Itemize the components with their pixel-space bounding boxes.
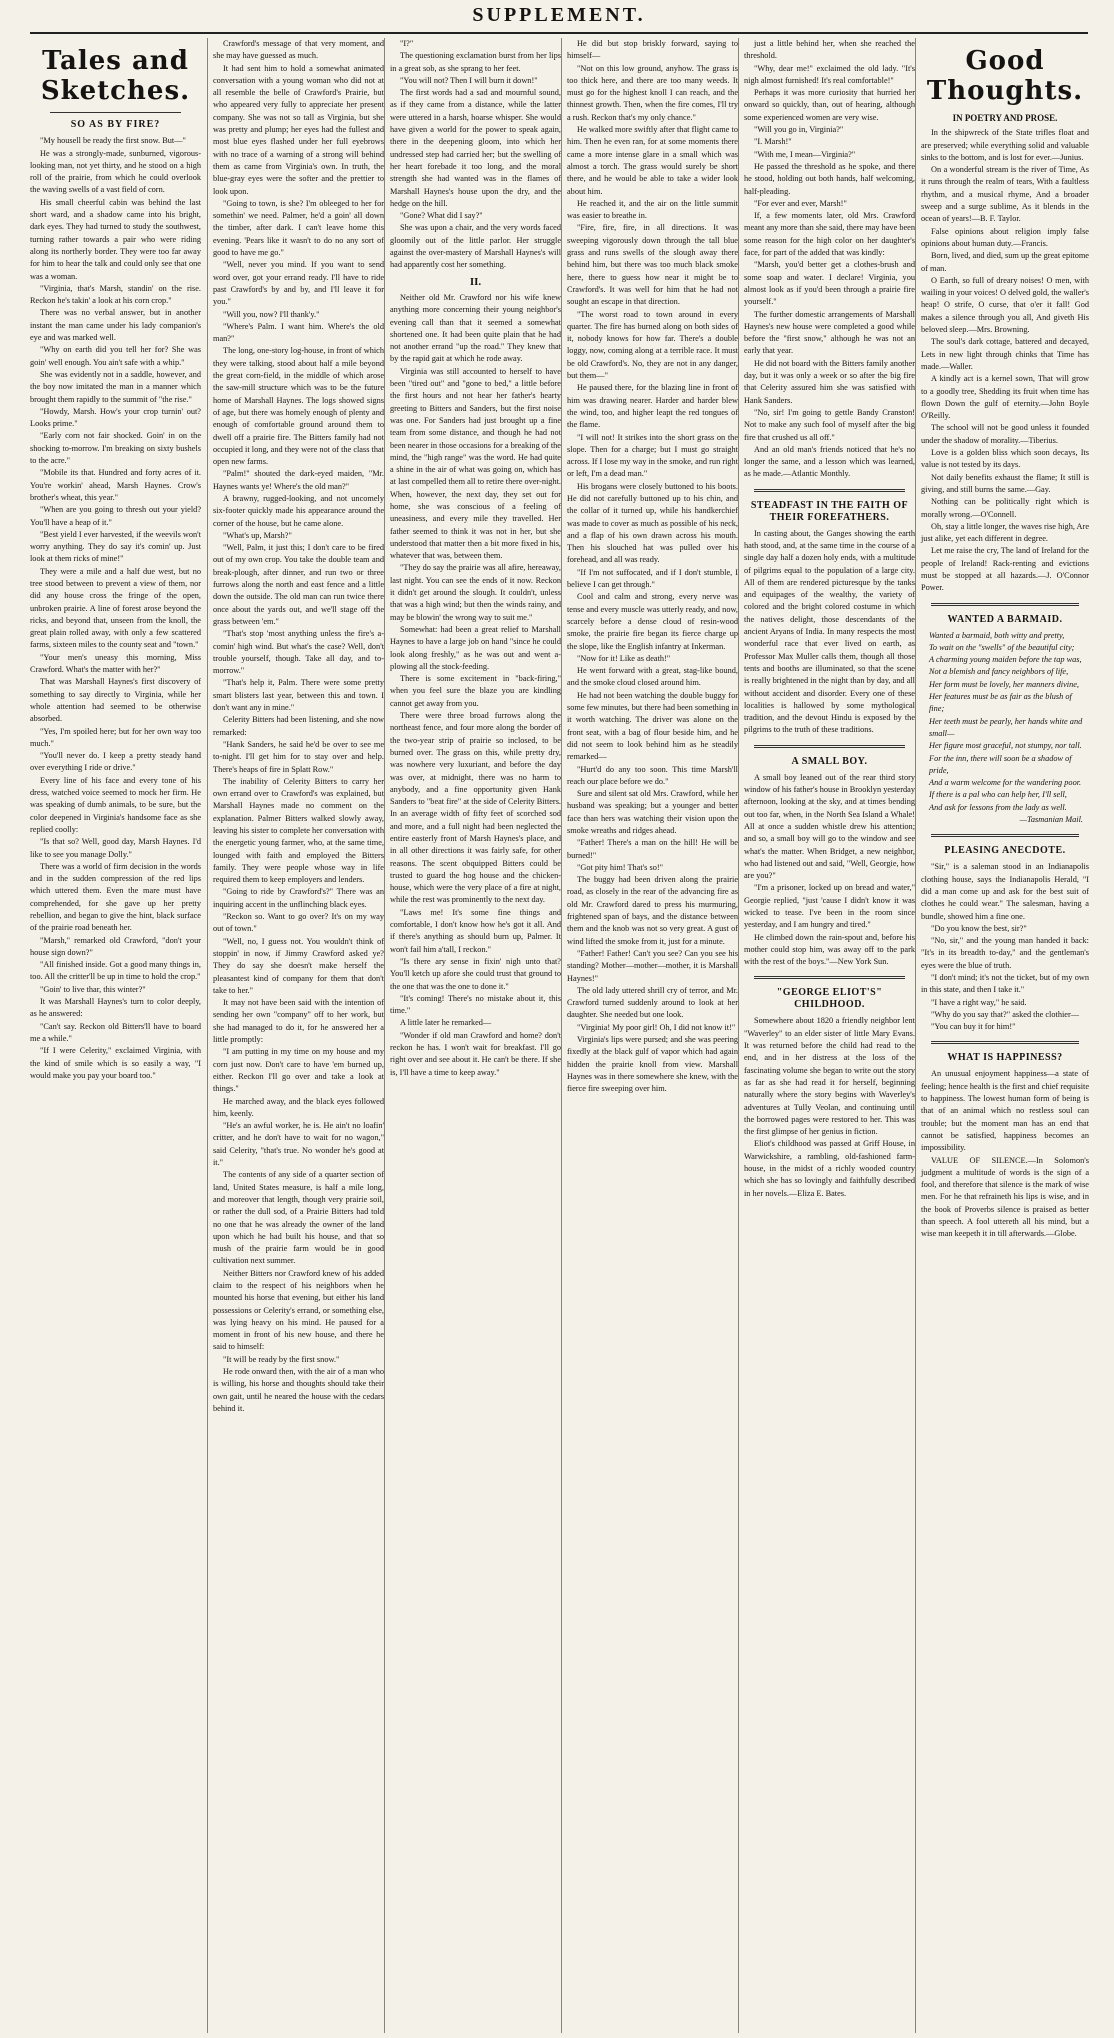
paragraph: Neither Bitters nor Crawford knew of his added claim to the respect of his neighbors when he mounted his horse that evening, but either his land possessions or Celerity's errand, or something else, was lying heavy on his mind. He paused for a moment in front of his new house, and there he said to himself:: [213, 1268, 384, 1352]
divider: [754, 745, 905, 748]
paragraph: The long, one-story log-house, in front of which they were talking, stood about half a mile beyond the great corn-field, in the middle of which arose the saw-mill structure which was to be the future home of Marshall Haynes. The logs showed signs of age, but there was homely enough of plenty and enough of comfortable ground around them to dwell off a prairie fire. The Bitters family had not occupied it long, and they were not of the class that open new farms.: [213, 346, 384, 467]
attribution: —Tasmanian Mail.: [1019, 815, 1083, 825]
paragraph: "Howdy, Marsh. How's your crop turnin' out? Looks prime.": [30, 406, 201, 429]
poem-line: And ask for lessons from the lady as well.: [929, 802, 1067, 812]
story-body: [213, 38, 384, 1415]
columns: [30, 38, 1088, 2033]
paragraph: "Virginia, that's Marsh, standin' on the rise. Reckon he's takin' a look at his corn crop.": [30, 283, 201, 306]
paragraph: "Sir," is a saleman stood in an Indianapolis clothing house, says the Indianapolis Herald, "I did a man come up and ask for the best suit of clothes he could wear." The salesman, having a bundle, showed him a fine one.: [921, 862, 1089, 921]
paragraph: A little later he remarked—: [400, 1018, 492, 1028]
story-conclusion: [744, 38, 915, 481]
paragraph: "You will not? Then I will burn it down!": [400, 75, 538, 85]
paragraph: He walked more swiftly after that flight came to him. Then he even ran, for at some moments there came a more intense glare in a small which was almost a torch. The grass would surely be short there, and he would be able to take a wider look about him.: [567, 125, 738, 196]
paragraph: In casting about, the Ganges showing the earth hath stood, and, at the same time in the course of a single day half a dozen holy ends, with a multitude of pilgrims equal to the population of a large city. All of them are rendered picturesque by the tanks and equipages of the wealthy, the variety of colored and the bright colored costume in which the natives delight, those descendants of the ancient Aryans of India. In many respects the most wonderful race that ever lived on earth, as Professor Max Muller calls them, though all those tents and booths are illuminated, so that the scene is really brightened in the night than by day, and all without accident and disorder. Every one of these localities is hallowed by some mythological tradition, and the devout Hindu is exposed by the pilgrims to the truth of these traditions.: [744, 528, 915, 735]
paragraph: He paused there, for the blazing line in front of him was drawing nearer. Harder and harder blew the wind, too, and higher leapt the red tongues of the flame.: [567, 383, 738, 430]
paragraph: Crawford's message of that very moment, and she may have guessed as much.: [213, 39, 384, 61]
poem-line: Wanted a barmaid, both witty and pretty,: [929, 630, 1065, 640]
paragraph: "Can't say. Reckon old Bitters'll have to board me a while.": [30, 1021, 201, 1043]
paragraph: "Father! There's a man on the hill! He will be burned!": [567, 838, 738, 860]
paragraph: just a little behind her, when she reached the threshold.: [744, 39, 915, 61]
paragraph: "You'll never do. I keep a pretty steady hand over everything I ride or drive.": [30, 751, 201, 773]
paragraph: "Early corn not fair shocked. Goin' in on the shocking to-morrow. I'm breaking on sixty bushels to the acre.": [30, 431, 201, 466]
paragraph: It may not have been said with the intention of sending her own "company" off to her work, but she had managed to do it, for he answered her a little promptly:: [213, 998, 384, 1045]
paragraph: VALUE OF SILENCE.—In Solomon's judgment a multitude of words is the sign of a fool, and therefore that silence is the mark of wise men. For he that refraineth his lips is wise, and in the book of Proverbs silence is praised as better than speech. A fool uttereth all his mind, but a wise man keepeth it in till afterwards.—Globe.: [921, 1155, 1089, 1239]
paragraph: A brawny, rugged-looking, and not uncomely six-footer quickly made his appearance around the corner of the house, but he came alone.: [213, 493, 384, 528]
paragraph: "Fire, fire, fire, in all directions. It was sweeping vigorously down through the tall blue grass and runs swells of the slough away there behind him, but there was too much black smoke here, there to guess how near it might be to Crawford's. It was well for him that he had not sought an escape in that direction.: [567, 223, 738, 307]
paragraph: "Virginia! My poor girl! Oh, I did not know it!": [577, 1022, 736, 1032]
article-heading-small-boy: A SMALL BOY.: [791, 755, 868, 767]
poem-line: And a warm welcome for the wandering poor.: [929, 778, 1082, 788]
paragraph: "Well, no, I guess not. You wouldn't think of stoppin' in now, if Jimmy Crawford asked ye? They do say she doesn't make herself the pleasantest kind of company for them that don't take to her.": [213, 936, 384, 995]
paragraph: "Marsh, you'd better get a clothes-brush and some soap and water. I declare! Virginia, you almost look as if you'd been through a prairie fire yourself.": [744, 260, 915, 307]
paragraph: "It's coming! There's no mistake about it, this time.": [390, 993, 561, 1016]
paragraph: "What's up, Marsh?": [223, 530, 292, 540]
paragraph: A kindly act is a kernel sown, That will grow to a goodly tree, Shedding its fruit when time has flown Down the gulf of eternity.—John Boyle O'Reilly.: [921, 374, 1089, 421]
paragraph: "Your men's uneasy this morning, Miss Crawford. What's the matter with her?": [30, 652, 201, 675]
paragraph: "It will be ready by the first snow.": [223, 1354, 340, 1364]
paragraph: He reached it, and the air on the little summit was easier to breathe in.: [567, 198, 738, 221]
masthead: [30, 0, 1088, 34]
paragraph: She was upon a chair, and the very words faced gloomily out of the little parlor. Her struggle against the over-mastery of Marshall Haynes's will had apparently cost her something.: [390, 223, 561, 270]
paragraph: A small boy leaned out of the rear third story window of his father's house in Brooklyn yesterday afternoon, looking at the sky, and at times bending out too far, when, in the North Sea Island a Whale! All at once a sudden whistle drew his attention; and so, a small boy will go to the window and see what's the matter. When Bridget, a new neighbor, who had listened out and said, "Well, Georgie, how are you?": [744, 772, 915, 881]
paragraph: O Earth, so full of dreary noises! O men, with wailing in your voices! O delved gold, the waller's heap! O strife, O curse, that o'er it fall! God makes a silence through you all, And giveth His beloved sleep.—Mrs. Browning.: [921, 275, 1089, 335]
paragraph: Oh, stay a little longer, the waves rise high, Are just alike, yet each different in degree.: [921, 521, 1089, 544]
paragraph: The questioning exclamation burst from her lips in a great sob, as she sprang to her feet.: [390, 51, 561, 73]
poem-line: A charming young maiden before the tap was,: [929, 655, 1082, 665]
paragraph: "Now for it! Like as death!": [577, 653, 671, 663]
paragraph: "The worst road to town around in every quarter. The fire has burned along on both sides of it, nobody knows for how far. There's a double loggy, now, coming along at a terrible race. It must be old Crawford's. No, they are not in any danger, but them—": [567, 309, 738, 381]
paragraph: He did not board with the Bitters family another day, but it was only a week or so after the big fire that Celerity assured him she was satisfied with Hank Sanders.: [744, 358, 915, 405]
paragraph: That was Marshall Haynes's first discovery of something to say directly to Virginia, while her whole attention had seemed to be otherwise absorbed.: [30, 677, 201, 724]
paragraph: He marched away, and the black eyes followed him, keenly.: [213, 1096, 384, 1118]
section-heading-tales: Tales and Sketches.: [40, 46, 191, 106]
paragraph: "Marsh," remarked old Crawford, "don't your house sign down?": [30, 935, 201, 957]
poem-line: Her form must be lovely, her manners divine,: [929, 679, 1080, 689]
poem-barmaid: [921, 630, 1089, 827]
story-body: [567, 38, 738, 1096]
story-body: [30, 135, 201, 1082]
paragraph: He climbed down the rain-spout and, before his mother could stop him, was away off to the park with the rest of the boys."—New York Sun.: [744, 932, 915, 967]
paragraph: "Will you, now? I'll thank'y.": [223, 309, 320, 319]
paragraph: Cool and calm and strong, every nerve was tense and every muscle was utterly ready, and now, scarcely before a dense cloud of resin-wood smoke, the prairie fire began its fierce charge up the slope, like the English infantry at Inkerman.: [567, 592, 738, 651]
paragraph: Nothing can be politically right which is morally wrong.—O'Connell.: [921, 497, 1089, 519]
paragraph: Virginia's lips were pursed; and she was peering fixedly at the black gulf of vapor which had again hidden the prairie knoll from view. Marshall Haynes was in there somewhere she knew, with the fierce fire sweeping over him.: [567, 1035, 738, 1094]
paragraph: "Best yield I ever harvested, if the weevils won't worry anything. They do say it's comin' up. Just look at them ricks of mine!": [30, 529, 201, 564]
paragraph: The first words had a sad and mournful sound, as if they came from a distance, while the latter were uttered in a harsh, hoarse whisper. She would have given a world for the power to speak again, there in the deepening gloom, into which her undressed step had carried her; but the swelling of her heart forebade it too long, and the moral strength she had wanted was in the flames of Marshall Haynes's house upon the dry, and the hedge on the hill.: [390, 88, 561, 208]
paragraph: "Well, never you mind. If you want to send word over, got your errand ready. I'll have to ride past Crawford's by and by, and I'll leave it for you.": [213, 260, 384, 307]
paragraph: Love is a golden bliss which soon decays, Its value is not tested by its days.: [921, 448, 1089, 470]
paragraph: "Gone? What did I say?": [400, 211, 483, 221]
story-body: [390, 38, 561, 1079]
paragraph: Let me raise the cry, The land of Ireland for the people of Ireland! Rack-renting and evictions must be stopped at all hazards.—J. O'Connor Power.: [921, 546, 1089, 593]
divider: [754, 976, 905, 979]
paragraph: The soul's dark cottage, battered and decayed, Lets in new light through chinks that Time has made.—Waller.: [921, 337, 1089, 371]
paragraph: "That's stop 'most anything unless the fire's a-comin' high wind. But what's the case? Well, don't trouble yourself, though. Take all day, and to-morrow.": [213, 629, 384, 676]
paragraph: The inability of Celerity Bitters to carry her own errand over to Crawford's was explained, but Marshall Haynes made no comment on the explanation. Palmer Bitters walked slowly away, leaving his sister to complete her conversation with the energetic young farmer, who, at the same time, lounged with faith and employed the Bitters family. They were people whose way in life required them to keep employers and lenders.: [213, 776, 384, 885]
paragraph: "Why on earth did you tell her for? She was goin' well enough. You ain't safe with a whip.": [30, 345, 201, 367]
poem-line: Her teeth must be pearly, her hands white and small—: [929, 716, 1083, 738]
paragraph: "Where's Palm. I want him. Where's the old man?": [213, 321, 384, 344]
divider: [754, 489, 905, 492]
paragraph: "You can buy it for him!": [931, 1022, 1016, 1032]
column-4: [561, 38, 743, 2033]
column-1: [30, 38, 206, 2033]
article-heading-george-eliot: "GEORGE ELIOT'S" CHILDHOOD.: [776, 987, 883, 1011]
paragraph: He went forward with a great, stag-like bound, and the smoke cloud closed around him.: [567, 666, 738, 688]
paragraph: The old lady uttered shrill cry of terror, and Mr. Crawford turned suddenly around to look at her daughter. She needed but one look.: [567, 985, 738, 1020]
newspaper-page: [30, 0, 1088, 2038]
paragraph: He passed the threshold as he spoke, and there he stood, holding out both hands, half welcoming, half-pleading.: [744, 161, 915, 196]
poem-line: Her features must be as fair as the blush of fine;: [929, 692, 1072, 714]
paragraph: There was a world of firm decision in the words and in the sudden compression of the red lips which uttered them. Even the mare must have comprehended, for she gave up her pretty rebellion, and began to give the hint, black surface of the prairie road beneath her.: [30, 861, 201, 933]
paragraph: "Will you go in, Virginia?": [754, 125, 844, 135]
paragraph: Every line of his face and every tone of his dress, watched voice seemed to mock her firm. He was speaking of dumb animals, to be sure, but the color deepened in Virginia's handsome face as she replied coolly:: [30, 775, 201, 834]
paragraph: "I. Marsh!": [754, 137, 792, 147]
paragraph: "If I were Celerity," exclaimed Virginia, with the kind of smile which is so easily a way, "I would make you pay your board too.": [30, 1046, 201, 1080]
thoughts-body: [921, 127, 1089, 594]
paragraph: "Palm!" shouted the dark-eyed maiden, "Mr. Haynes wants ye! Where's the old man?": [213, 469, 384, 491]
paragraph: His small cheerful cabin was behind the last short ward, and a shadow came into his bright, dark eyes. They had turned to study the southwest, turning rather towards a pair who were riding along its northerly border. They were too far away for him to hear the talk and could only see that one was a woman.: [30, 197, 201, 281]
paragraph: "Got pity him! That's so!": [577, 862, 664, 872]
subheading: IN POETRY AND PROSE.: [952, 113, 1058, 123]
paragraph: Not daily benefits exhaust the flame; It still is giving, and still burns the same.—Gay.: [921, 472, 1089, 494]
paragraph: In the shipwreck of the State trifles float and are preserved; while everything solid and valuable sinks to the bottom, and is lost for ever.—Junius.: [921, 128, 1089, 162]
poem-line: Not a blemish and fancy neighbors of life,: [929, 667, 1069, 677]
paragraph: "When are you going to thresh out your yield? You'll have a heap of it.": [30, 505, 201, 527]
paragraph: The buggy had been driven along the prairie road, as closely in the rear of the advancing fire as old Mr. Crawford dared to press his murmuring, frightened span of bays, and the distance between them and the knob was not so very great. A gust of wind lifted the smoke from it, just for a minute.: [567, 875, 738, 946]
paragraph: "Hurt'd do any too soon. This time Marsh'll reach our place before we do.": [567, 764, 738, 786]
paragraph: He had not been watching the double buggy for some few minutes, but there had been something in it worth watching. The driver was alone on the front seat, with a bag of flour beside him, and he did not seem to look behind him as he steadily remarked—: [567, 690, 738, 762]
paragraph: He rode onward then, with the air of a man who is willing, his horse and thoughts should take their own gait, until he neared the house with the cedars behind it.: [213, 1367, 384, 1413]
paragraph: He was a strongly-made, sunburned, vigorous-looking man, not yet thirty, and he stood on a high roll of the prairie, from which he could overlook the waving swells of a vast field of corn.: [30, 148, 201, 195]
paragraph: Perhaps it was more curiosity that hurried her onward so quickly, than, out of hearing, although some experienced women are very wise.: [744, 88, 915, 122]
paragraph: "I am putting in my time on my house and my corn just now. Don't care to have 'em burned up, either. Reckon I'll go over and take a look at things.": [213, 1047, 384, 1094]
paragraph: "They do say the prairie was all afire, hereaway, last night. You can see the ends of it now. Reckon it didn't get around the slough. It couldn't, unless that was a high wind; but then the winds rainy, and may be blowin' the wrong way to suit me.": [390, 563, 561, 622]
poem-line: For the inn, there will soon be a shadow of pride,: [929, 753, 1072, 775]
paragraph: "That's help it, Palm. There were some pretty smart blisters last year, between this and town. I don't want any in mine.": [213, 678, 384, 713]
paragraph: "Yes, I'm spoiled here; but for her own way too much.": [30, 726, 201, 748]
paragraph: "Laws me! It's some fine things and comfortable, I don't know how he's got it all. And if there's anything as should burn up, Palmer. It won't fail him a'tall, I reckon.": [390, 907, 561, 954]
paragraph: "Why do you say that?" asked the clothier—: [931, 1009, 1080, 1019]
paragraph: "Father! Father! Can't you see? Can you see his standing? Mother—mother—mother, it is Marshall Haynes!": [567, 948, 738, 983]
paragraph: The further domestic arrangements of Marshall Haynes's new house were completed a good while before the "first snow," although he was not an early that year.: [744, 309, 915, 356]
divider: [931, 1041, 1079, 1044]
paragraph: "I will not! It strikes into the short grass on the slope. Then for a charge; but I must go straight across. If I lose my way in the smoke, and run right or left, I'm a dead man.": [567, 432, 738, 479]
paragraph: "I have a right way," he said.: [931, 997, 1027, 1007]
paragraph: "With me, I mean—Virginia?": [754, 149, 856, 159]
paragraph: Sure and silent sat old Mrs. Crawford, while her husband was speaking; but a younger and better face than hers was watching their vision upon the smoke wreaths and ridges ahead.: [567, 789, 738, 835]
paragraph: "Goin' to live thar, this winter?": [40, 984, 146, 994]
story-title: SO AS BY FIRE?: [70, 119, 161, 130]
paragraph: Somewhere about 1820 a friendly neighbor lent "Waverley" to an elder sister of little Mary Evans. It was returned before the child had read to the end, and in her distress at the loss of the fascinating volume she began to write out the story as far as she had read it for herself, beginning naturally where the story begins with Waverley's adventures at Tully Veolan, and continuing until the borrowed pages were restored to her. This was the first glimpse of her genius in fiction.: [744, 1016, 915, 1137]
paragraph: "Do you know the best, sir?": [931, 923, 1027, 933]
paragraph: "Hank Sanders, he said he'd be over to see me to-night. I'll get him for to stay over and help. There's heaps of fire in Splatt Row.": [213, 739, 384, 774]
paragraph: There were three broad furrows along the northeast fence, and four more along the border of the two-year strip of prairie so inclosed, to be burned over. The grass on this, while pretty dry, was nowhere very luxuriant, and before the day was over, at midnight, there was no harm to anybody, and a fine opportunity given Hank Sanders to "beat fire" at the side of Celerity Bitters. In an average width of fifty feet of scorched sod and more, and a full night had been neglected the entire easterly front of Marsh Haynes's place, and in all other directions it was fairly safe, for other reasons. The scent obquipped Bitters could be trusted to guard the hog house and the chicken-house, which were the very place of a fire at night, while the rest was prominently to the next day.: [390, 711, 561, 905]
paragraph: Somewhat: had been a great relief to Marshall Haynes to have a large job on hand "since he could look along freshly," as he was out and went a-plowing all the stock-feeding.: [390, 624, 561, 671]
divider: [50, 112, 181, 113]
paragraph: "No, sir," and the young man handed it back: "It's in its breadth to-day," and the gentleman's eyes were the blue of truth.: [921, 936, 1089, 970]
paragraph: There is some excitement in "back-firing," when you feel sure the blaze you are kindling cannot get away from you.: [390, 674, 561, 708]
article-heading-happiness: WHAT IS HAPPINESS?: [947, 1052, 1063, 1064]
divider: [931, 834, 1079, 837]
paragraph: The school will not be good unless it founded under the shadow of morality.—Tiberius.: [921, 423, 1089, 445]
paragraph: "I'm a prisoner, locked up on bread and water," Georgie replied, "just 'cause I didn't know it was wicked to tease. I've been in the room since yesterday, and I am hungry and tired.": [744, 883, 915, 930]
paragraph: There was no verbal answer, but in another instant the man came under his lady companion's eye and was marked well.: [30, 308, 201, 343]
paragraph: If, a few moments later, old Mrs. Crawford meant any more than she said, there may have been some reason for the high color on her daughter's face, for part of the added that was kindly:: [744, 211, 915, 258]
paragraph: An unusual enjoyment happiness—a state of feeling; hence health is the first and chief requisite to happiness. The lowest human form of being is that of an animal which no restless soul can trouble; but the moment man has an end that cannot be satisfied, happiness becomes an impossibility.: [921, 1069, 1089, 1153]
paragraph: Neither old Mr. Crawford nor his wife knew anything more concerning their young neighbor's evening call than that it seemed a somewhat shortened one. It had been quite plain that he had not another errand "up the road." They knew that by the rapid gait at which he rode away.: [390, 292, 561, 364]
paragraph: "My housell be ready the first snow. But—": [40, 136, 186, 146]
paragraph: She was evidently not in a saddle, however, and the boy now imitated the man in a manner which brought them rapidly to the summit of "the rise.": [30, 369, 201, 404]
paragraph: "I don't mind; it's not the ticket, but of my own in this state, and then I take it.": [921, 973, 1089, 995]
paragraph: "For ever and ever, Marsh!": [754, 198, 847, 208]
paragraph: "Going to ride by Crawford's?" There was an inquiring accent in the unflinching black eyes.: [213, 887, 384, 909]
poem-line: Her figure most graceful, not stumpy, nor tall.: [929, 741, 1082, 751]
paragraph: "If I'm not suffocated, and if I don't stumble, I believe I can get through.": [567, 567, 738, 590]
paragraph: Virginia was still accounted to herself to have been "tired out" and "gone to bed," a little before the first hours and not hear her father's hearty greeting to Bitters and Sanders, but the first noise was one. For Sanders had just brought up a fine team from some distance, and though he had not been nearer in those occasions for a breaking of the mind, the "high range" was the word. He had quite a shine in the air of what was going on, which has at last compelled them all to retire there over-night. When, however, the next day, they set out for home, she was conscious of a feeling of uneasiness, and every mile they travelled. Her father seemed to think it was not in her, but she understood that matter then a bit more fixed in his, whatever that was, between them.: [390, 366, 561, 561]
paragraph: False opinions about religion imply false opinions about human duty.—Francis.: [921, 226, 1089, 248]
paragraph: The contents of any side of a quarter section of land, United States measure, is half a mile long, and moreover that length, though very prairie soil, or rather the dull sod, of a Prairie Bitters had told no one that he was already the owner of the land upon which he had built his house, and that so mush of the prairie farm would be in good cultivation next summer.: [213, 1170, 384, 1266]
paragraph: "Mobile its that. Hundred and forty acres of it. You're workin' ahead, Marsh Haynes. Crow's brother's wheat, this year.": [30, 468, 201, 502]
paragraph: "I?": [400, 39, 414, 48]
paragraph: "Going to town, is she? I'm obleeged to her for somethin' we need. Palmer, he'd a goin' all down the timber, after dark. I can't leave home this evening. 'Pears like it wasn't to do no any sort of good to have me go.": [213, 198, 384, 258]
article-heading-anecdote: PLEASING ANECDOTE.: [944, 845, 1066, 857]
paragraph: Celerity Bitters had been listening, and she now remarked:: [213, 715, 384, 737]
paragraph: He did but stop briskly forward, saying to himself—: [567, 39, 738, 61]
paragraph: "No, sir! I'm going to gettle Bandy Cranston! Not to make any such fool of myself after the big fire that crushed us all off.": [744, 407, 915, 442]
paragraph: "Well, Palm, it just this; I don't care to be fired out of my own crop. You take the double team and break-plough, after dinner, and run two or three furrows along the north and east fence and a little down the outside. The old man can run twice there once about the yards out, and we'll stage off the grass between 'em.": [213, 543, 384, 626]
paragraph: "Reckon so. Want to go over? It's on my way out of town.": [213, 912, 384, 934]
column-2: [207, 38, 389, 2033]
paragraph: Born, lived, and died, sum up the great epitome of man.: [921, 251, 1089, 273]
column-5: [738, 38, 920, 2033]
divider: [931, 603, 1079, 606]
paragraph: "Is there ary sense in fixin' nigh unto that? You'll ketch up afore she could trust that ground to the one that was the one to done it.": [390, 956, 561, 991]
poem-line: To wait on the "swells" of the beautiful city;: [929, 642, 1075, 652]
page-title: SUPPLEMENT.: [472, 4, 646, 26]
paragraph: "He's an awful worker, he is. He ain't no loafin' critter, and he don't have to wait for no wagon," said Celerity, "that's true. No wonder he's good at it.": [213, 1121, 384, 1168]
paragraph: And an old man's friends noticed that he's no longer the same, and a lesson which was learned, as he made.—Atlantic Monthly.: [744, 444, 915, 479]
paragraph: "Not on this low ground, anyhow. The grass is too thick here, and there are too many weeds. It must go for the highest knoll I can reach, and the thinnest growth. Then, when the fire comes, I'll try a rush. Reckon that's my only chance.": [567, 63, 738, 122]
paragraph: "All finished inside. Got a good many things in, too. All the critter'll be up in time to hold the crop.": [30, 960, 201, 982]
article-heading-steadfast: STEADFAST IN THE FAITH OF THEIR FOREFATHERS.: [750, 499, 909, 523]
paragraph: "Wonder if old man Crawford and home? don't reckon he has. I won't wait for breakfast. I'll go right over and see about it. He can't be there. If she is, I'll have a time to keep away.": [390, 1030, 561, 1077]
section-heading-good-thoughts: Good Thoughts.: [926, 46, 1084, 106]
poem-line: If there is a pal who can help her, I'll sell,: [929, 790, 1067, 800]
paragraph: His brogans were closely buttoned to his boots. He did not carefully buttoned up to his chin, and the collar of it turned up, while his handkerchief was made to cover as much as possible of his neck, and a flap of his own drawn across his mouth. Then his slouched hat was pulled over his forehead, and all was ready.: [567, 481, 738, 565]
column-6: [915, 38, 1089, 2033]
paragraph: It was Marshall Haynes's turn to color deeply, as he answered:: [30, 997, 201, 1019]
paragraph: On a wonderful stream is the river of Time, As it runs through the realm of tears, With a faultless rhythm, and a musical rhyme, And a broader sweep and a surge sublime, As it blends in the ocean of years!—B. F. Taylor.: [921, 165, 1089, 224]
paragraph: "Is that so? Well, good day, Marsh Haynes. I'd like to see you manage Dolly.": [30, 837, 201, 859]
paragraph: It had sent him to hold a somewhat animated conversation with a young woman who did not at all resemble the belle of Crawford's Prairie, but who appeared very fully to appreciate her present company. She was not so tall as Virginia, but she was pretty and plump; her eyes had the fullest and most blue eyes flashed under her full eyebrows with no trace of a warning of a strong will behind them as came from Virginia's own. In truth, the blue-gray eyes were the softer and the prettier to look upon.: [213, 63, 384, 196]
column-3: [384, 38, 566, 2033]
paragraph: Eliot's childhood was passed at Griff House, in Warwickshire, a rambling, old-fashioned farm-house, in the midst of a richly wooded country which she has so lovingly and faithfully described in her novels.—Eliza E. Bates.: [744, 1139, 915, 1198]
article-heading-barmaid: WANTED A BARMAID.: [947, 613, 1063, 625]
paragraph: "Why, dear me!" exclaimed the old lady. "It's nigh almost furnished! It's real comfortable!": [744, 63, 915, 85]
paragraph: They were a mile and a half due west, but no tree stood between to prevent a view of them, nor did any house cross the fringe of the open, unbroken prairie. A line of forest arose beyond the ricks, and beyond that, unseen from the knoll, the great plain rolled away, with only a few scattered farms, sixteen miles to the county seat and "town.": [30, 566, 201, 650]
chapter-number: II.: [469, 275, 482, 288]
